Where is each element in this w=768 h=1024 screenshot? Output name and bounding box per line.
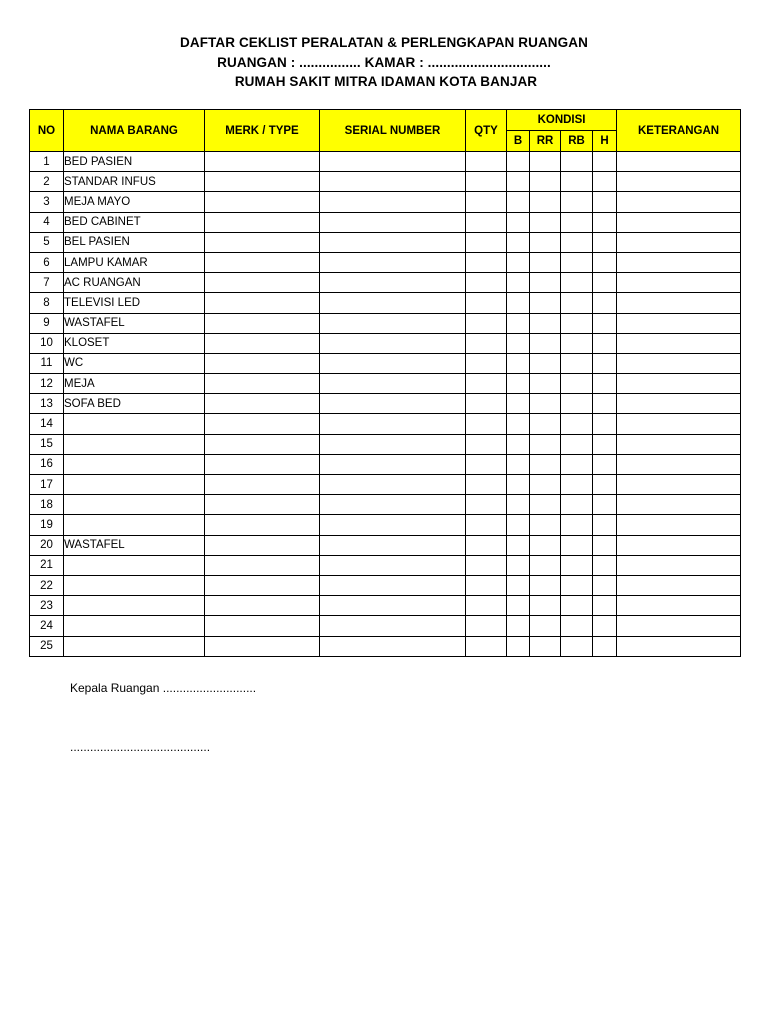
row-kondisi-h-cell: [593, 232, 617, 252]
row-serial-number-cell: [320, 596, 466, 616]
row-nama-barang: STANDAR INFUS: [64, 172, 205, 192]
row-kondisi-h-cell: [593, 394, 617, 414]
row-kondisi-rr-cell: [530, 252, 561, 272]
row-kondisi-rb-cell: [561, 172, 593, 192]
table-row: [30, 555, 741, 575]
row-kondisi-rb-cell: [561, 313, 593, 333]
row-kondisi-h-cell: [593, 152, 617, 172]
header-kondisi-rr: RR: [530, 131, 561, 152]
row-kondisi-rr-cell: [530, 353, 561, 373]
row-kondisi-b-cell: [507, 152, 530, 172]
row-kondisi-h-cell: [593, 636, 617, 656]
row-kondisi-h-cell: [593, 434, 617, 454]
row-qty-cell: [466, 333, 507, 353]
row-kondisi-rb-cell: [561, 353, 593, 373]
row-kondisi-b-cell: [507, 454, 530, 474]
row-keterangan-cell: [617, 212, 741, 232]
row-serial-number-cell: [320, 313, 466, 333]
row-kondisi-h-cell: [593, 374, 617, 394]
row-no: 8: [30, 293, 64, 313]
row-merk-type-cell: [205, 596, 320, 616]
row-kondisi-b-cell: [507, 636, 530, 656]
table-row: [30, 192, 741, 212]
row-kondisi-rr-cell: [530, 434, 561, 454]
row-merk-type-cell: [205, 232, 320, 252]
table-row: [30, 454, 741, 474]
checklist-body: [30, 152, 741, 657]
row-no: 25: [30, 636, 64, 656]
row-qty-cell: [466, 394, 507, 414]
row-kondisi-rb-cell: [561, 596, 593, 616]
row-kondisi-b-cell: [507, 596, 530, 616]
row-kondisi-rr-cell: [530, 596, 561, 616]
row-keterangan-cell: [617, 495, 741, 515]
row-qty-cell: [466, 475, 507, 495]
row-kondisi-b-cell: [507, 616, 530, 636]
checklist-table: [29, 109, 741, 657]
row-qty-cell: [466, 636, 507, 656]
row-kondisi-rb-cell: [561, 192, 593, 212]
row-keterangan-cell: [617, 535, 741, 555]
row-kondisi-rb-cell: [561, 333, 593, 353]
row-no: 6: [30, 252, 64, 272]
row-no: 18: [30, 495, 64, 515]
row-merk-type-cell: [205, 394, 320, 414]
row-qty-cell: [466, 596, 507, 616]
row-kondisi-b-cell: [507, 575, 530, 595]
row-kondisi-b-cell: [507, 374, 530, 394]
row-kondisi-rb-cell: [561, 232, 593, 252]
table-row: [30, 212, 741, 232]
table-row: [30, 333, 741, 353]
row-no: 22: [30, 575, 64, 595]
table-row: [30, 353, 741, 373]
row-merk-type-cell: [205, 192, 320, 212]
row-merk-type-cell: [205, 172, 320, 192]
row-nama-barang: KLOSET: [64, 333, 205, 353]
row-merk-type-cell: [205, 515, 320, 535]
row-serial-number-cell: [320, 353, 466, 373]
row-kondisi-rb-cell: [561, 454, 593, 474]
row-kondisi-b-cell: [507, 192, 530, 212]
table-row: [30, 313, 741, 333]
row-nama-barang: WASTAFEL: [64, 313, 205, 333]
row-kondisi-b-cell: [507, 394, 530, 414]
row-nama-barang: [64, 434, 205, 454]
row-keterangan-cell: [617, 293, 741, 313]
row-nama-barang: SOFA BED: [64, 394, 205, 414]
row-kondisi-h-cell: [593, 333, 617, 353]
row-keterangan-cell: [617, 515, 741, 535]
row-no: 12: [30, 374, 64, 394]
table-row: [30, 394, 741, 414]
row-kondisi-rb-cell: [561, 293, 593, 313]
row-kondisi-rb-cell: [561, 475, 593, 495]
row-qty-cell: [466, 495, 507, 515]
header-nama-barang: NAMA BARANG: [64, 110, 205, 152]
row-qty-cell: [466, 454, 507, 474]
row-no: 23: [30, 596, 64, 616]
row-kondisi-rb-cell: [561, 273, 593, 293]
row-serial-number-cell: [320, 212, 466, 232]
row-merk-type-cell: [205, 152, 320, 172]
kepala-ruangan-label: Kepala Ruangan ............................: [70, 681, 257, 695]
row-kondisi-h-cell: [593, 454, 617, 474]
row-keterangan-cell: [617, 596, 741, 616]
row-nama-barang: BEL PASIEN: [64, 232, 205, 252]
room-info-line: RUANGAN : ................ KAMAR : ................................: [217, 54, 551, 70]
table-row: [30, 475, 741, 495]
row-kondisi-b-cell: [507, 333, 530, 353]
row-kondisi-b-cell: [507, 515, 530, 535]
row-no: 20: [30, 535, 64, 555]
table-row: [30, 374, 741, 394]
row-merk-type-cell: [205, 293, 320, 313]
row-keterangan-cell: [617, 273, 741, 293]
row-kondisi-rr-cell: [530, 454, 561, 474]
table-row: [30, 596, 741, 616]
row-merk-type-cell: [205, 313, 320, 333]
row-no: 16: [30, 454, 64, 474]
row-kondisi-h-cell: [593, 495, 617, 515]
row-nama-barang: BED CABINET: [64, 212, 205, 232]
row-qty-cell: [466, 555, 507, 575]
row-keterangan-cell: [617, 192, 741, 212]
row-merk-type-cell: [205, 333, 320, 353]
row-kondisi-rb-cell: [561, 374, 593, 394]
row-no: 11: [30, 353, 64, 373]
table-row: [30, 535, 741, 555]
row-serial-number-cell: [320, 636, 466, 656]
row-keterangan-cell: [617, 454, 741, 474]
row-kondisi-b-cell: [507, 212, 530, 232]
row-kondisi-b-cell: [507, 353, 530, 373]
row-keterangan-cell: [617, 555, 741, 575]
row-qty-cell: [466, 616, 507, 636]
table-row: [30, 575, 741, 595]
row-kondisi-b-cell: [507, 495, 530, 515]
row-kondisi-rr-cell: [530, 172, 561, 192]
row-no: 21: [30, 555, 64, 575]
row-keterangan-cell: [617, 374, 741, 394]
row-qty-cell: [466, 414, 507, 434]
row-kondisi-rb-cell: [561, 212, 593, 232]
row-keterangan-cell: [617, 636, 741, 656]
document-title: DAFTAR CEKLIST PERALATAN & PERLENGKAPAN RUANGAN: [180, 35, 588, 50]
row-qty-cell: [466, 535, 507, 555]
header-keterangan: KETERANGAN: [617, 110, 741, 152]
row-no: 1: [30, 152, 64, 172]
row-merk-type-cell: [205, 535, 320, 555]
row-qty-cell: [466, 353, 507, 373]
row-nama-barang: LAMPU KAMAR: [64, 252, 205, 272]
row-kondisi-h-cell: [593, 575, 617, 595]
header-merk-type: MERK / TYPE: [205, 110, 320, 152]
row-kondisi-rr-cell: [530, 555, 561, 575]
row-merk-type-cell: [205, 575, 320, 595]
row-kondisi-b-cell: [507, 535, 530, 555]
row-no: 15: [30, 434, 64, 454]
table-row: [30, 172, 741, 192]
row-nama-barang: [64, 575, 205, 595]
row-nama-barang: WASTAFEL: [64, 535, 205, 555]
row-qty-cell: [466, 293, 507, 313]
row-kondisi-rr-cell: [530, 575, 561, 595]
row-serial-number-cell: [320, 414, 466, 434]
row-keterangan-cell: [617, 575, 741, 595]
row-nama-barang: WC: [64, 353, 205, 373]
row-kondisi-b-cell: [507, 172, 530, 192]
row-serial-number-cell: [320, 515, 466, 535]
row-no: 19: [30, 515, 64, 535]
row-kondisi-rb-cell: [561, 495, 593, 515]
row-kondisi-rr-cell: [530, 495, 561, 515]
row-qty-cell: [466, 192, 507, 212]
row-kondisi-rr-cell: [530, 152, 561, 172]
row-keterangan-cell: [617, 434, 741, 454]
row-nama-barang: [64, 636, 205, 656]
row-keterangan-cell: [617, 353, 741, 373]
row-kondisi-rr-cell: [530, 414, 561, 434]
header-serial-number: SERIAL NUMBER: [320, 110, 466, 152]
row-kondisi-b-cell: [507, 475, 530, 495]
row-kondisi-b-cell: [507, 273, 530, 293]
row-no: 10: [30, 333, 64, 353]
row-kondisi-rr-cell: [530, 515, 561, 535]
signature-line: ..........................................: [70, 740, 211, 754]
row-nama-barang: [64, 414, 205, 434]
table-row: [30, 152, 741, 172]
row-kondisi-rr-cell: [530, 394, 561, 414]
row-merk-type-cell: [205, 212, 320, 232]
row-merk-type-cell: [205, 273, 320, 293]
row-nama-barang: AC RUANGAN: [64, 273, 205, 293]
row-no: 24: [30, 616, 64, 636]
row-kondisi-b-cell: [507, 252, 530, 272]
row-serial-number-cell: [320, 273, 466, 293]
row-merk-type-cell: [205, 434, 320, 454]
row-nama-barang: [64, 454, 205, 474]
row-nama-barang: MEJA MAYO: [64, 192, 205, 212]
row-kondisi-rr-cell: [530, 333, 561, 353]
row-qty-cell: [466, 212, 507, 232]
row-kondisi-rr-cell: [530, 535, 561, 555]
row-merk-type-cell: [205, 374, 320, 394]
row-qty-cell: [466, 434, 507, 454]
row-kondisi-h-cell: [593, 172, 617, 192]
row-kondisi-rb-cell: [561, 394, 593, 414]
row-kondisi-rr-cell: [530, 616, 561, 636]
document-title-block: [0, 33, 768, 92]
row-merk-type-cell: [205, 555, 320, 575]
row-serial-number-cell: [320, 374, 466, 394]
row-kondisi-h-cell: [593, 414, 617, 434]
row-kondisi-h-cell: [593, 616, 617, 636]
row-keterangan-cell: [617, 475, 741, 495]
row-kondisi-rr-cell: [530, 273, 561, 293]
row-kondisi-h-cell: [593, 313, 617, 333]
header-kondisi: KONDISI: [507, 110, 617, 131]
row-no: 7: [30, 273, 64, 293]
row-serial-number-cell: [320, 475, 466, 495]
row-kondisi-rb-cell: [561, 515, 593, 535]
row-nama-barang: [64, 596, 205, 616]
row-serial-number-cell: [320, 616, 466, 636]
row-kondisi-rr-cell: [530, 192, 561, 212]
row-serial-number-cell: [320, 495, 466, 515]
row-kondisi-rb-cell: [561, 434, 593, 454]
row-no: 14: [30, 414, 64, 434]
row-no: 4: [30, 212, 64, 232]
row-keterangan-cell: [617, 616, 741, 636]
table-row: [30, 414, 741, 434]
row-serial-number-cell: [320, 555, 466, 575]
row-keterangan-cell: [617, 152, 741, 172]
table-row: [30, 293, 741, 313]
row-merk-type-cell: [205, 252, 320, 272]
row-qty-cell: [466, 313, 507, 333]
row-nama-barang: [64, 515, 205, 535]
row-kondisi-h-cell: [593, 252, 617, 272]
row-no: 2: [30, 172, 64, 192]
row-merk-type-cell: [205, 616, 320, 636]
row-merk-type-cell: [205, 495, 320, 515]
row-kondisi-h-cell: [593, 192, 617, 212]
row-qty-cell: [466, 152, 507, 172]
row-kondisi-rb-cell: [561, 575, 593, 595]
row-kondisi-h-cell: [593, 293, 617, 313]
row-qty-cell: [466, 232, 507, 252]
row-no: 9: [30, 313, 64, 333]
row-merk-type-cell: [205, 454, 320, 474]
row-nama-barang: BED PASIEN: [64, 152, 205, 172]
row-kondisi-rr-cell: [530, 636, 561, 656]
row-kondisi-rr-cell: [530, 374, 561, 394]
row-serial-number-cell: [320, 575, 466, 595]
row-nama-barang: [64, 475, 205, 495]
table-row: [30, 515, 741, 535]
row-keterangan-cell: [617, 394, 741, 414]
row-kondisi-b-cell: [507, 293, 530, 313]
row-serial-number-cell: [320, 172, 466, 192]
row-no: 13: [30, 394, 64, 414]
row-keterangan-cell: [617, 172, 741, 192]
row-serial-number-cell: [320, 394, 466, 414]
row-nama-barang: [64, 555, 205, 575]
row-nama-barang: TELEVISI LED: [64, 293, 205, 313]
row-kondisi-h-cell: [593, 353, 617, 373]
row-merk-type-cell: [205, 636, 320, 656]
row-serial-number-cell: [320, 293, 466, 313]
row-nama-barang: [64, 495, 205, 515]
row-qty-cell: [466, 515, 507, 535]
row-nama-barang: MEJA: [64, 374, 205, 394]
row-kondisi-rb-cell: [561, 616, 593, 636]
row-merk-type-cell: [205, 414, 320, 434]
hospital-name: RUMAH SAKIT MITRA IDAMAN KOTA BANJAR: [234, 74, 538, 89]
row-keterangan-cell: [617, 252, 741, 272]
row-keterangan-cell: [617, 414, 741, 434]
table-row: [30, 232, 741, 252]
row-keterangan-cell: [617, 313, 741, 333]
row-kondisi-rr-cell: [530, 232, 561, 252]
row-kondisi-h-cell: [593, 555, 617, 575]
row-kondisi-b-cell: [507, 414, 530, 434]
row-qty-cell: [466, 252, 507, 272]
row-serial-number-cell: [320, 232, 466, 252]
row-kondisi-b-cell: [507, 313, 530, 333]
row-qty-cell: [466, 273, 507, 293]
row-serial-number-cell: [320, 535, 466, 555]
row-kondisi-rb-cell: [561, 636, 593, 656]
header-kondisi-rb: RB: [561, 131, 593, 152]
row-kondisi-rb-cell: [561, 252, 593, 272]
row-serial-number-cell: [320, 454, 466, 474]
row-kondisi-rb-cell: [561, 152, 593, 172]
row-keterangan-cell: [617, 333, 741, 353]
table-row: [30, 434, 741, 454]
header-qty: QTY: [466, 110, 507, 152]
row-kondisi-rr-cell: [530, 212, 561, 232]
row-qty-cell: [466, 374, 507, 394]
row-kondisi-b-cell: [507, 232, 530, 252]
row-no: 17: [30, 475, 64, 495]
table-row: [30, 636, 741, 656]
row-no: 5: [30, 232, 64, 252]
row-kondisi-rb-cell: [561, 555, 593, 575]
table-row: [30, 495, 741, 515]
row-kondisi-h-cell: [593, 535, 617, 555]
row-serial-number-cell: [320, 192, 466, 212]
row-serial-number-cell: [320, 333, 466, 353]
row-kondisi-h-cell: [593, 515, 617, 535]
header-kondisi-b: B: [507, 131, 530, 152]
row-kondisi-h-cell: [593, 475, 617, 495]
table-row: [30, 273, 741, 293]
row-serial-number-cell: [320, 252, 466, 272]
row-kondisi-h-cell: [593, 273, 617, 293]
row-kondisi-rr-cell: [530, 313, 561, 333]
row-kondisi-rr-cell: [530, 293, 561, 313]
row-kondisi-rb-cell: [561, 414, 593, 434]
row-kondisi-rr-cell: [530, 475, 561, 495]
row-keterangan-cell: [617, 232, 741, 252]
row-serial-number-cell: [320, 152, 466, 172]
row-kondisi-b-cell: [507, 434, 530, 454]
row-merk-type-cell: [205, 353, 320, 373]
table-row: [30, 252, 741, 272]
header-no: NO: [30, 110, 64, 152]
row-merk-type-cell: [205, 475, 320, 495]
row-kondisi-h-cell: [593, 212, 617, 232]
row-serial-number-cell: [320, 434, 466, 454]
row-nama-barang: [64, 616, 205, 636]
table-row: [30, 616, 741, 636]
row-qty-cell: [466, 172, 507, 192]
row-kondisi-h-cell: [593, 596, 617, 616]
row-no: 3: [30, 192, 64, 212]
row-kondisi-rb-cell: [561, 535, 593, 555]
row-qty-cell: [466, 575, 507, 595]
header-kondisi-h: H: [593, 131, 617, 152]
row-kondisi-b-cell: [507, 555, 530, 575]
